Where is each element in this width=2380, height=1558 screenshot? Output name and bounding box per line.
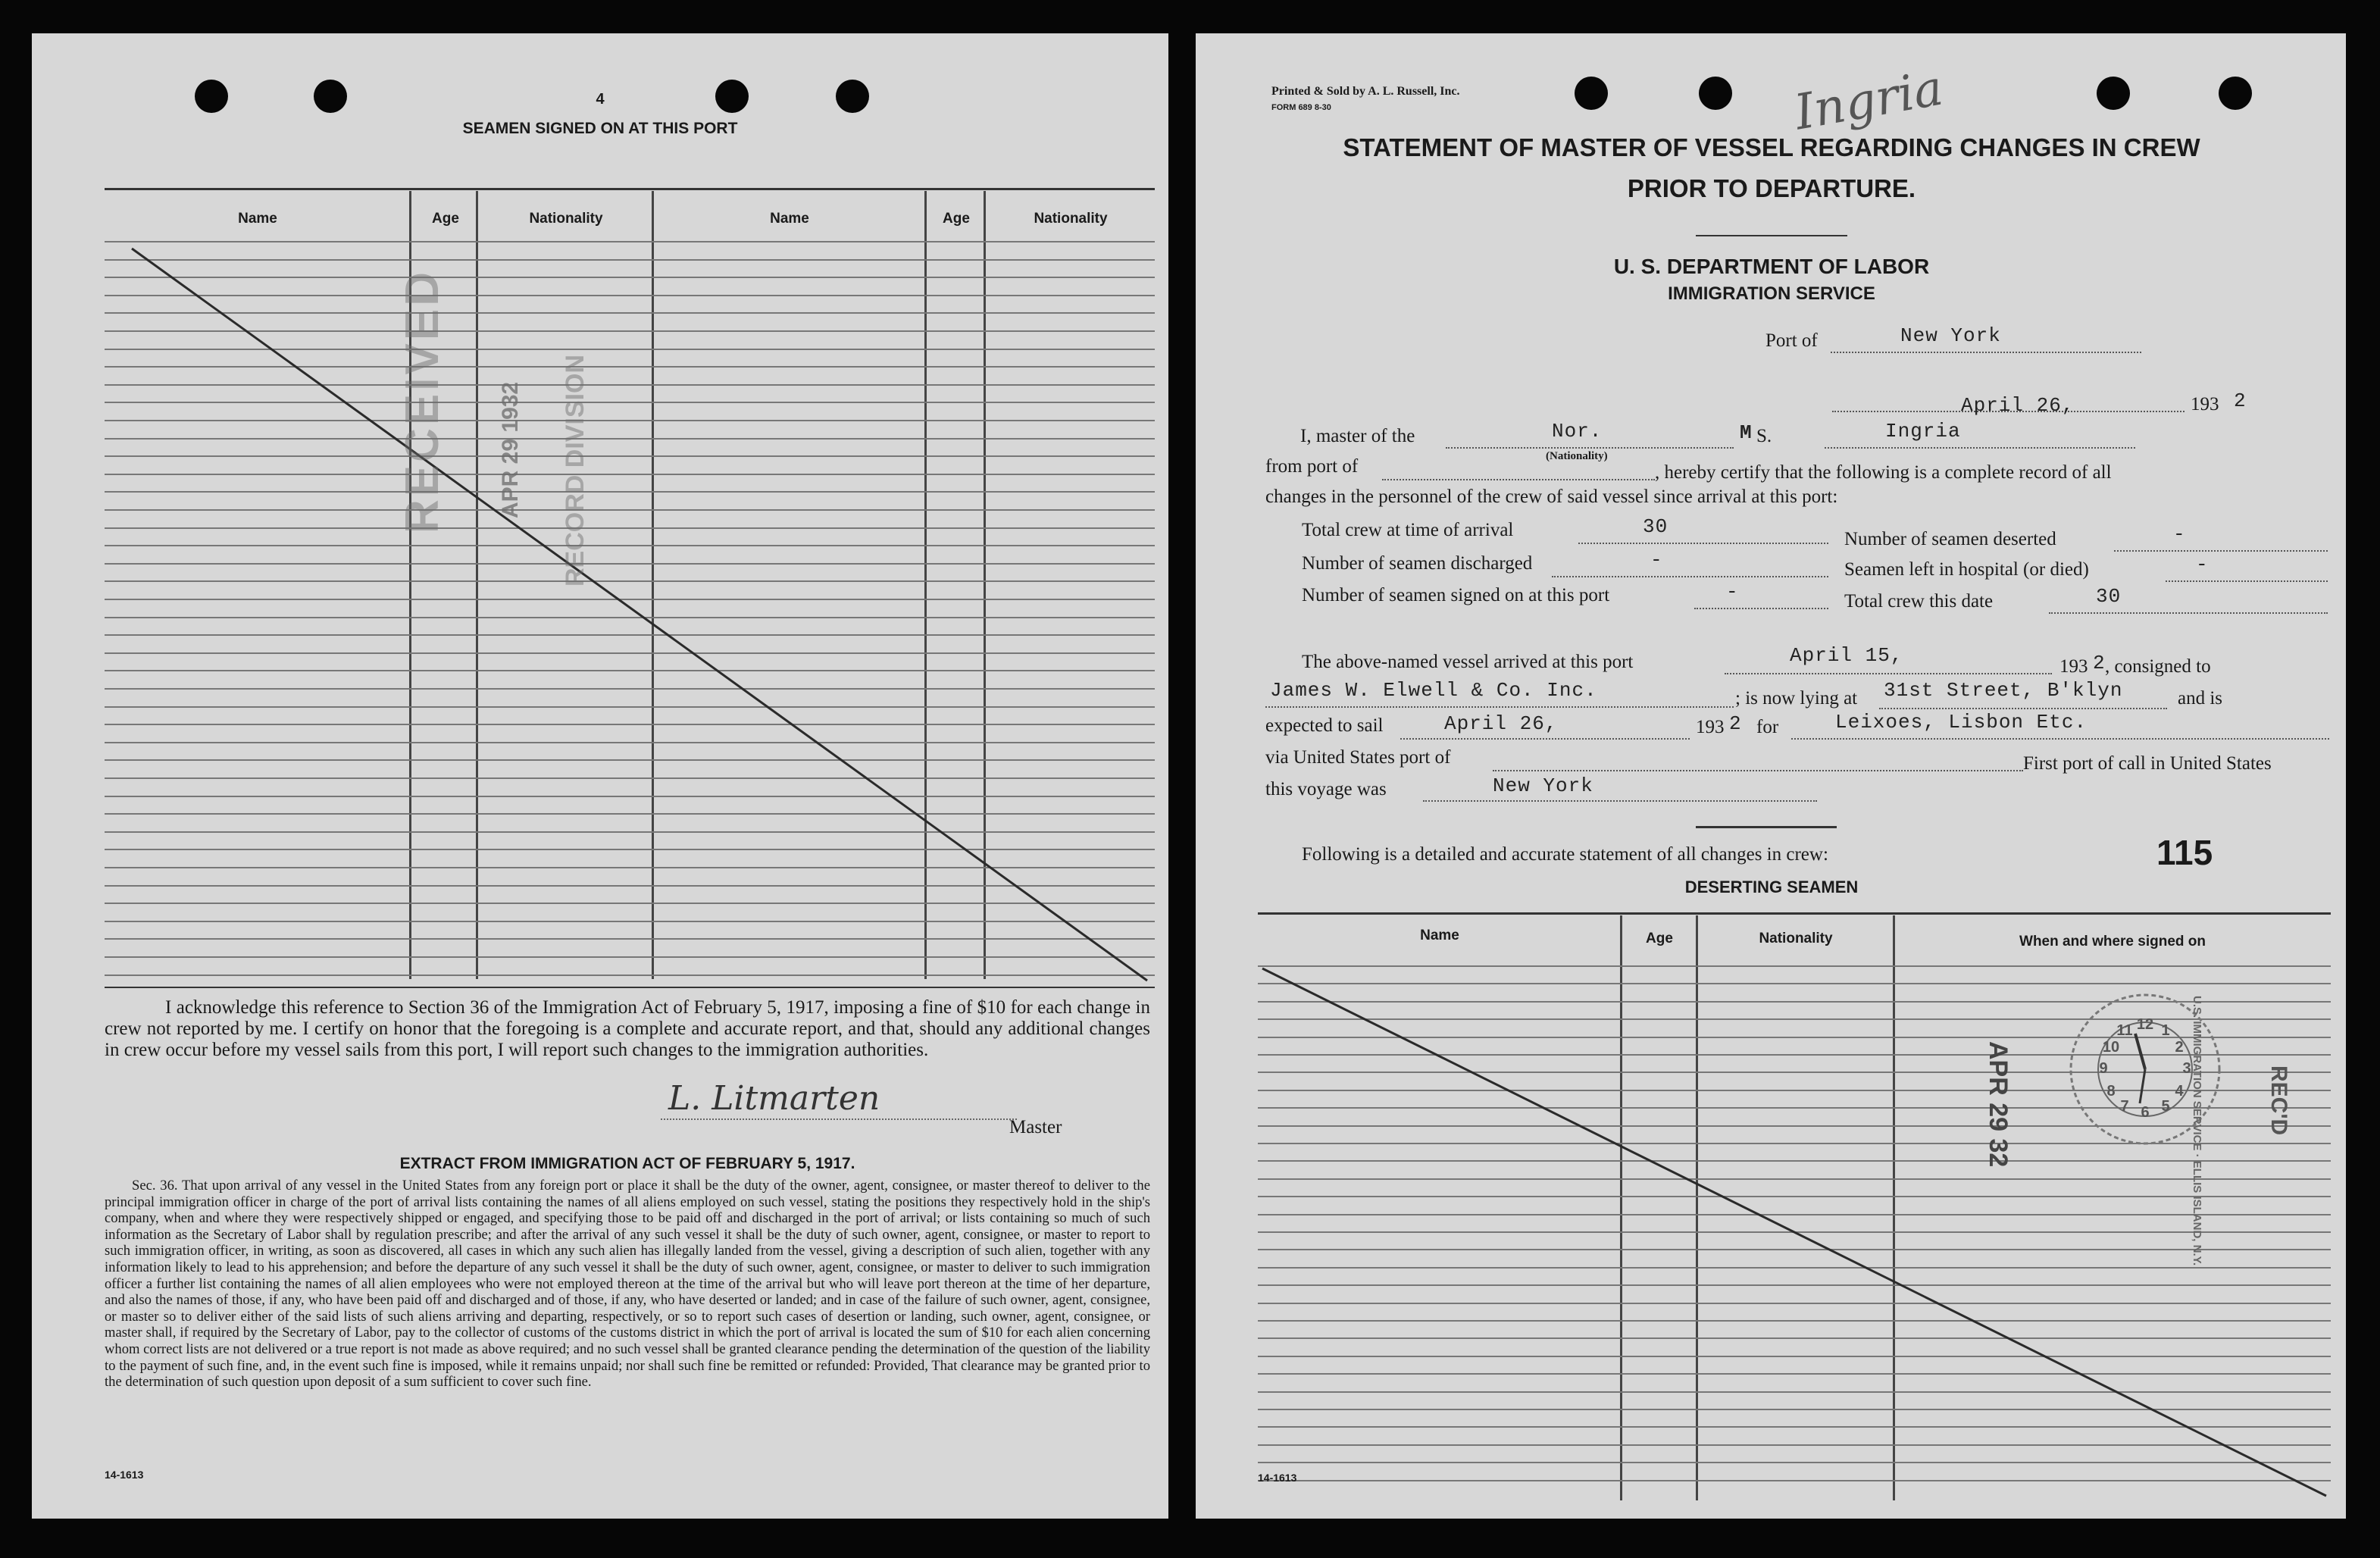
- punch-hole: [1699, 77, 1732, 110]
- right-page: [1196, 33, 2346, 1519]
- consigned-label: , consigned to: [2105, 656, 2211, 677]
- punch-hole: [715, 80, 749, 113]
- for-label: for: [1756, 717, 1779, 737]
- received-abbrev-stamp: REC'D: [2266, 1065, 2291, 1136]
- signed-on-table: [105, 188, 1155, 985]
- via-label: via United States port of: [1265, 747, 1451, 768]
- and-is-label: and is: [2178, 688, 2223, 709]
- arrived-year-suffix[interactable]: 2: [2093, 652, 2106, 674]
- port-label: Port of: [1765, 330, 1818, 351]
- svg-text:5: 5: [2161, 1098, 2170, 1115]
- svg-text:1: 1: [2161, 1022, 2170, 1039]
- nationality-caption: (Nationality): [1546, 450, 1608, 462]
- number-stamp: 115: [2156, 833, 2213, 872]
- lying-value[interactable]: 31st Street, B'klyn: [1884, 679, 2123, 702]
- master-label: Master: [1009, 1117, 1062, 1137]
- master-of-label: I, master of the: [1300, 426, 1415, 446]
- cancel-diagonal-line: [105, 188, 1155, 985]
- punch-hole: [836, 80, 869, 113]
- arrived-year: 193: [2059, 656, 2088, 677]
- svg-text:7: 7: [2120, 1098, 2129, 1115]
- sail-year-suffix[interactable]: 2: [1729, 712, 1742, 735]
- signed-on-label: Number of seamen signed on at this port: [1302, 585, 1610, 605]
- sail-year: 193: [1696, 717, 1725, 737]
- first-port-label: First port of call in United States: [2023, 753, 2272, 774]
- extract-title: EXTRACT FROM IMMIGRATION ACT OF FEBRUARY 5, 1917.: [399, 1155, 855, 1172]
- arrived-label: The above-named vessel arrived at this port: [1302, 652, 1634, 672]
- col-header-age-2: Age: [943, 211, 970, 227]
- svg-text:8: 8: [2106, 1083, 2116, 1100]
- ms-prefix: M: [1740, 421, 1753, 444]
- department-name: U. S. DEPARTMENT OF LABOR: [1613, 255, 1930, 278]
- received-stamp-division: RECORD DIVISION: [561, 354, 590, 587]
- master-signature: L. Litmarten: [668, 1079, 880, 1118]
- svg-text:10: 10: [2102, 1039, 2120, 1056]
- year-prefix: 193: [2191, 394, 2219, 415]
- col-header-age: Age: [432, 211, 459, 227]
- svg-text:2: 2: [2175, 1039, 2184, 1056]
- expected-label: expected to sail: [1265, 715, 1384, 736]
- certify-text: , hereby certify that the following is a complete record of all: [1655, 462, 2112, 483]
- deserted-value[interactable]: -: [2173, 523, 2186, 546]
- left-page: [32, 33, 1168, 1519]
- col-header-age: Age: [1646, 931, 1673, 946]
- form-title-line1: STATEMENT OF MASTER OF VESSEL REGARDING CHANGES IN CREW: [1343, 133, 2200, 161]
- total-arrival-value[interactable]: 30: [1643, 515, 1669, 538]
- col-header-when-where: When and where signed on: [2019, 934, 2206, 950]
- punch-hole: [2219, 77, 2252, 110]
- ellis-island-date-stamp: APR 29 32: [1984, 1041, 2013, 1168]
- punch-hole: [195, 80, 228, 113]
- destination-value[interactable]: Leixoes, Lisbon Etc.: [1835, 711, 2088, 734]
- year-suffix[interactable]: 2: [2234, 390, 2247, 412]
- svg-text:3: 3: [2182, 1060, 2191, 1077]
- lying-label: ; is now lying at: [1735, 688, 1858, 709]
- col-header-name-2: Name: [770, 211, 809, 227]
- svg-text:12: 12: [2136, 1016, 2154, 1033]
- right-form-code: 14-1613: [1258, 1472, 1297, 1484]
- total-arrival-label: Total crew at time of arrival: [1302, 520, 1514, 540]
- punch-hole: [2097, 77, 2130, 110]
- arrived-value[interactable]: April 15,: [1790, 644, 1903, 667]
- svg-text:9: 9: [2099, 1060, 2108, 1077]
- printer-credit: Printed & Sold by A. L. Russell, Inc.: [1271, 85, 1460, 98]
- extract-text: Sec. 36. That upon arrival of any vessel in the United States from any foreign port or place it shall be the duty of the owner, agent, consignee, or master thereof to deliver to the principal immigration officer in charge of the port of arrival lists containing the names of all aliens employed on such vessel, stating the positions they respectively hold in the ship's company, when and where they were respectively shipped or engaged, and specifying those to be paid off and discharged in the port of arrival; or lists containing so much of such information as the Secretary of Labor shall by regulation prescribe; and after the arrival of any such vessel it shall be the duty of such owner, agent, consignee, or master to report to such immigration officer, in writing, as soon as discovered, all cases in which any such alien has illegally landed from the vessel, giving a description of such alien, together with any information likely to lead to his apprehension; and before the departure of any such vessel it shall be the duty of such owner, agent, consignee, or master to deliver to such immigration officer a further list containing the names of all alien employees who were not employed thereon at the time of the arrival but who will leave port thereon at the time of her departure, and also the names of those, if any, who have been paid off and discharged and of those, if any, who have deserted or landed; and in case of the failure of such owner, agent, consignee, or master so to deliver either of the said lists of such aliens arriving and departing, respectively, or so to report such cases of desertion or landing, such owner, agent, consignee, or master shall, if required by the Secretary of Labor, pay to the collector of customs of the customs district in which the port of arrival is located the sum of $10 for each alien concerning whom correct lists are not delivered or a true report is not made as above required; and no such vessel shall be granted clearance pending the determination of the question of the liability to the payment of such fine, and, in the event such fine is imposed, while it remains unpaid; nor shall such fine be remitted or refunded: Provided, That clearance may be granted prior to the determination of such question upon deposit of a sum sufficient to cover such fine.: [105, 1178, 1150, 1391]
- nationality-value[interactable]: Nor.: [1552, 420, 1603, 443]
- col-header-name: Name: [1420, 928, 1459, 943]
- total-date-value[interactable]: 30: [2096, 585, 2122, 608]
- form-title-line2: PRIOR TO DEPARTURE.: [1627, 174, 1916, 202]
- ship-value[interactable]: Ingria: [1885, 420, 1961, 443]
- punch-hole: [314, 80, 347, 113]
- svg-text:11: 11: [2116, 1022, 2133, 1039]
- from-port-label: from port of: [1265, 456, 1359, 477]
- date-value[interactable]: April 26,: [1961, 394, 2075, 417]
- handwritten-ship-name: Ingria: [1790, 60, 1947, 142]
- left-form-code: 14-1613: [105, 1469, 144, 1481]
- discharged-label: Number of seamen discharged: [1302, 553, 1533, 574]
- consignee-value[interactable]: James W. Elwell & Co. Inc.: [1270, 679, 1597, 702]
- page-number: 4: [596, 91, 605, 108]
- acknowledgement-text: I acknowledge this reference to Section 36 of the Immigration Act of February 5, 1917, imposing a fine of $10 for each change in crew not reported by me. I certify on honor that the foregoing is a complete and accurate report, and that, should any additional changes in crew occur before my vessel sails from this port, I will report such changes to the immigration authorities.: [105, 997, 1150, 1060]
- ellis-island-ring-text: U.S. IMMIGRATION SERVICE · ELLIS ISLAND, N.Y.: [2191, 996, 2203, 1266]
- hospital-value[interactable]: -: [2196, 553, 2209, 576]
- svg-text:6: 6: [2141, 1104, 2150, 1121]
- deserted-label: Number of seamen deserted: [1844, 529, 2056, 549]
- col-header-nationality-2: Nationality: [1034, 211, 1108, 227]
- port-value[interactable]: New York: [1900, 324, 2001, 347]
- signed-on-title: SEAMEN SIGNED ON AT THIS PORT: [462, 120, 738, 137]
- svg-text:4: 4: [2175, 1083, 2184, 1100]
- received-stamp-text: RECEIVED: [396, 269, 449, 533]
- deserting-title: DESERTING SEAMEN: [1684, 878, 1859, 896]
- col-header-name: Name: [238, 211, 277, 227]
- sail-value[interactable]: April 26,: [1444, 712, 1558, 735]
- total-date-label: Total crew this date: [1844, 591, 1994, 612]
- voyage-value[interactable]: New York: [1493, 774, 1593, 797]
- col-header-nationality: Nationality: [529, 211, 603, 227]
- changes-text: changes in the personnel of the crew of said vessel since arrival at this port:: [1265, 486, 1838, 507]
- col-header-nationality: Nationality: [1759, 931, 1833, 946]
- form-number: FORM 689 8-30: [1271, 103, 1331, 112]
- ms-label: S.: [1756, 426, 1772, 446]
- following-text: Following is a detailed and accurate statement of all changes in crew:: [1302, 844, 1828, 865]
- punch-hole: [1575, 77, 1608, 110]
- discharged-value[interactable]: -: [1650, 549, 1663, 571]
- hospital-label: Seamen left in hospital (or died): [1844, 559, 2089, 580]
- voyage-label: this voyage was: [1265, 779, 1387, 799]
- signed-on-value[interactable]: -: [1726, 580, 1739, 603]
- received-stamp-date: APR 29 1932: [498, 381, 523, 518]
- service-name: IMMIGRATION SERVICE: [1668, 283, 1875, 304]
